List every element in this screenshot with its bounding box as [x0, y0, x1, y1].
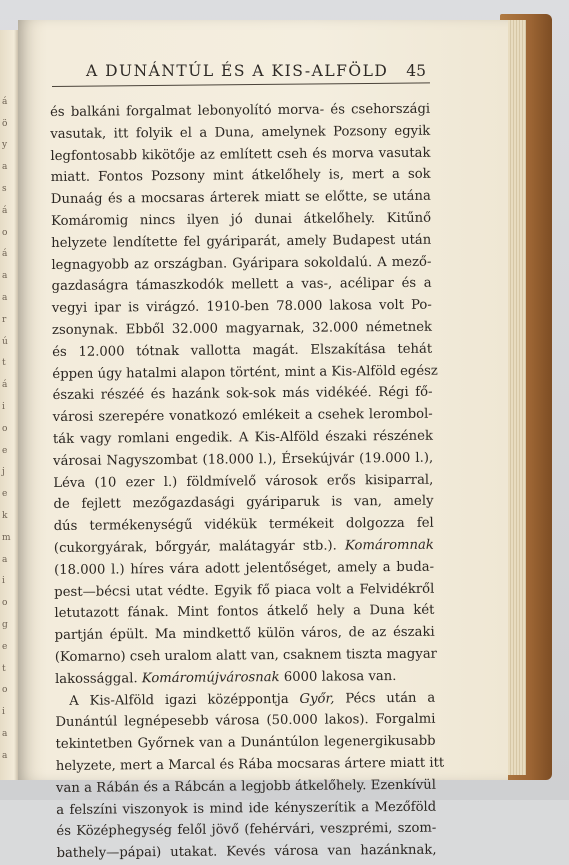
text-line [55, 665, 435, 690]
margin-fragment: t [2, 358, 6, 369]
text-line: legnagyobb az országban. Gyáripara sokoldalú. A mező- [51, 254, 432, 273]
margin-fragment: a [2, 271, 8, 282]
italic-term: Komáromnak [344, 537, 434, 554]
running-head [86, 62, 426, 80]
margin-fragment: á [2, 96, 8, 107]
text-run: Pécs után a [345, 690, 436, 706]
text-line: és 12.000 tótnak vallotta magát. Elszakítása tehát [52, 341, 433, 360]
margin-fragment [2, 70, 16, 92]
text-line: Dunántúl legnépesebb városa (50.000 lakos). Forgalmi [55, 711, 436, 731]
running-title: A DUNÁNTÚL ÉS A KIS-ALFÖLD [86, 62, 389, 80]
text-line: Komáromig nincs ilyen jó dunai átkelőhely. Kitűnő [50, 210, 432, 229]
left-page-edge [0, 30, 20, 780]
text-line: de fejlett mezőgazdasági gyáriparuk is van, amely [53, 494, 434, 513]
left-margin-text [2, 70, 16, 768]
text-line: városai Nagyszombat (18.000 l.), Érsekújvár (19.000 l.), [53, 450, 434, 469]
body-text [50, 99, 445, 865]
text-line: vasutak, itt folyik el a Duna, amelynek Pozsony egyik [50, 123, 431, 142]
text-line: (Komarno) cseh uralom alatt van, csaknem tiszta magyar [54, 646, 438, 665]
text-run: (cukorgyárak, bőrgyár, malátagyár stb.). [53, 538, 337, 556]
text-line: helyzete lendítette fel gyáriparát, amely Budapest után [51, 232, 432, 251]
italic-term: Komáromújvárosnak [141, 669, 280, 686]
margin-fragment: o [2, 598, 8, 609]
margin-fragment: a [2, 750, 8, 761]
margin-fragment: k [2, 510, 8, 521]
text-line: gazdaságra támaszkodók mellett a vas-, acélipar és a [51, 276, 432, 295]
text-line: helyzete, mert a Marcal és Rába mocsaras ártere miatt itt [55, 755, 445, 774]
text-line: éppen úgy hatalmi alapon történt, mint a Kis-Alföld egész [52, 363, 438, 382]
margin-fragment: á [2, 205, 8, 216]
text-line: a felszíni viszonyok is mind ide kényszerítik a Mezőföld [56, 799, 437, 818]
page-number: 45 [406, 62, 426, 80]
margin-fragment: á [2, 380, 8, 391]
margin-fragment: o [2, 685, 8, 696]
text-line: és Középhegység felől jövő (fehérvári, veszprémi, szom- [56, 820, 437, 840]
text-run: 6000 lakosa van. [283, 668, 397, 685]
text-line: partján épült. Ma mindkettő külön város, de az északi [54, 624, 435, 644]
text-line: zsonynak. Ebből 32.000 magyarnak, 32.000 németnek [51, 319, 433, 338]
margin-fragment: á [2, 249, 8, 260]
margin-fragment: e [2, 489, 8, 500]
text-line [54, 535, 434, 560]
text-run: A Kis-Alföld igazi középpontja [69, 691, 289, 709]
text-line: legfontosabb kikötője az említett cseh és morva vasutak [50, 145, 431, 164]
margin-fragment: j [2, 467, 5, 478]
margin-fragment: a [2, 728, 8, 739]
margin-fragment: a [2, 162, 8, 173]
text-line: vegyi ipar is virágzó. 1910-ben 78.000 lakosa volt Po- [51, 297, 432, 317]
margin-fragment: e [2, 445, 8, 456]
text-line: Léva (10 ezer l.) földmívelő városok erős kisiparral, [53, 472, 434, 491]
margin-fragment: i [2, 401, 5, 412]
text-line: tekintetben Győrnek van a Dunántúlon legenergikusabb [55, 733, 436, 753]
text-line: miatt. Fontos Pozsony mint átkelőhely is, mert a sok [50, 167, 431, 186]
margin-fragment: m [2, 532, 11, 543]
text-line: letutazott fának. Mint fontos átkelő hely a Duna két [54, 602, 435, 622]
text-run: lakossággal. [54, 670, 138, 687]
margin-fragment: i [2, 707, 5, 718]
margin-fragment: a [2, 292, 8, 303]
text-line: (18.000 l.) híres vára adott jelentőséget, amely a buda- [54, 559, 435, 578]
margin-fragment: ö [2, 118, 8, 129]
margin-fragment: o [2, 227, 8, 238]
text-line: pest—bécsi utat védte. Egyik fő piaca volt a Felvidékről [54, 581, 435, 600]
margin-fragment: i [2, 576, 5, 587]
margin-fragment: e [2, 641, 8, 652]
text-line: Dunaág és a mocsaras árterek miatt se előtte, se utána [50, 188, 431, 208]
margin-fragment: g [2, 619, 8, 630]
text-line: ták vagy romlani engedik. A Kis-Alföld északi részének [52, 428, 433, 447]
text-line: városi szerepére vonatkozó emlékeit a csehek lerombol- [52, 406, 433, 426]
text-line: bathely—pápai) utakat. Kevés városa van hazánknak, [56, 842, 437, 862]
margin-fragment: r [2, 314, 7, 325]
margin-fragment: o [2, 423, 8, 434]
italic-term: Győr, [299, 691, 335, 707]
text-line: északi részéé és hazánk sok-sok más vidékéé. Régi fő- [52, 385, 433, 404]
margin-fragment: s [2, 183, 7, 194]
margin-fragment: a [2, 554, 8, 565]
margin-fragment: t [2, 663, 6, 674]
text-line: és balkáni forgalmat lebonyolító morva- és csehországi [50, 101, 431, 120]
text-line: dús termékenységű vidékük termékeit dolgozza fel [53, 515, 434, 535]
margin-fragment: y [2, 140, 8, 151]
margin-fragment: ú [2, 336, 8, 347]
text-line: van a Rábán és a Rábcán a legjobb átkelőhely. Ezenkívül [55, 777, 437, 796]
